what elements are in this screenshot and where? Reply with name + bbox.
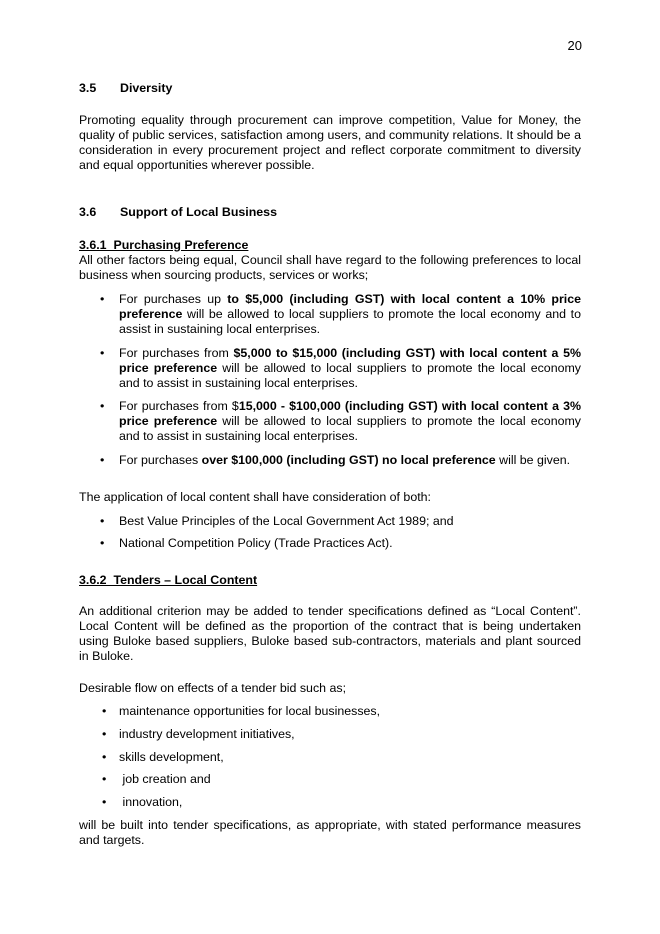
- bullet-icon: •: [100, 399, 105, 413]
- bullet-text: skills development,: [119, 750, 224, 764]
- list-item: [100, 536, 581, 551]
- bullet-icon: •: [100, 514, 105, 528]
- list-item: [100, 727, 581, 742]
- section-heading-3-6: [79, 205, 277, 219]
- subsection-heading-3-6-2: 3.6.2 Tenders – Local Content: [79, 573, 258, 587]
- diversity-paragraph: Promoting equality through procurement can improve competition, Value for Money, the quality of public services, satisfaction among users, and community relations. It should be a consideration in every procurement project and reflect corporate commitment to diversity and equal opportunities wherever possible.: [79, 113, 581, 172]
- bullet-icon: •: [102, 727, 107, 741]
- bullet-text: industry development initiatives,: [119, 727, 295, 741]
- list-item: [100, 514, 581, 529]
- list-item: [100, 292, 581, 337]
- bullet-text: innovation,: [119, 795, 183, 809]
- bullet-text: will be allowed to local suppliers to promote the local economy and to assist in sustaining local enterprises.: [119, 307, 581, 336]
- page-number: 20: [567, 38, 582, 53]
- bullet-icon: •: [100, 453, 105, 467]
- purchasing-preference-intro: All other factors being equal, Council shall have regard to the following preferences to local business when sourcing products, services or works;: [79, 253, 581, 282]
- bullet-bold-text: $5,000 to $15,000 (including GST) with local content a 5% price preference: [119, 346, 581, 375]
- bullet-icon: •: [100, 346, 105, 360]
- bullet-icon: •: [102, 750, 107, 764]
- bullet-icon: •: [100, 292, 105, 306]
- bullet-text: For purchases from: [119, 346, 234, 360]
- list-item: [100, 399, 581, 444]
- list-item: [100, 772, 581, 787]
- bullet-text: job creation and: [119, 772, 211, 786]
- list-item: [100, 795, 581, 810]
- section-heading-3-5: [79, 81, 172, 95]
- bullet-icon: •: [102, 795, 107, 809]
- bullet-text: will be given.: [495, 453, 571, 467]
- bullet-icon: •: [100, 536, 105, 550]
- flow-intro: Desirable flow on effects of a tender bid such as;: [79, 681, 347, 695]
- local-content-paragraph: An additional criterion may be added to tender specifications defined as “Local Content”. Local Content will be defined as the proportion of the contract that is being undertaken using Buloke based suppliers, Buloke based sub-contractors, materials and plant sourced in Buloke.: [79, 604, 581, 663]
- list-item: [100, 453, 581, 468]
- bullet-text: will be allowed to local suppliers to promote the local economy and to assist in sustaining local enterprises.: [119, 414, 581, 443]
- bullet-bold-text: to $5,000 (including GST) with local content a 10% price preference: [119, 292, 581, 321]
- section-number: 3.5: [79, 81, 97, 95]
- list-item: [100, 750, 581, 765]
- section-title: Diversity: [120, 81, 173, 95]
- bullet-text: will be allowed to local suppliers to promote the local economy and to assist in sustaining local enterprises.: [119, 361, 581, 390]
- subsection-heading-3-6-1: 3.6.1 Purchasing Preference: [79, 238, 249, 252]
- bullet-text: National Competition Policy (Trade Practices Act).: [119, 536, 393, 550]
- bullet-text: Best Value Principles of the Local Government Act 1989; and: [119, 514, 454, 528]
- bullet-bold-text: 15,000 - $100,000 (including GST) with local content a 3% price preference: [119, 399, 581, 428]
- bullet-icon: •: [102, 704, 107, 718]
- bullet-text: For purchases: [119, 453, 202, 467]
- bullet-text: maintenance opportunities for local businesses,: [119, 704, 381, 718]
- bullet-icon: •: [102, 772, 107, 786]
- list-item: [100, 704, 581, 719]
- section-number: 3.6: [79, 205, 97, 219]
- bullet-text: For purchases from $: [119, 399, 239, 413]
- list-item: [100, 346, 581, 391]
- closing-paragraph: will be built into tender specifications, as appropriate, with stated performance measures and targets.: [79, 818, 581, 847]
- application-intro: The application of local content shall have consideration of both:: [79, 490, 431, 504]
- bullet-bold-text: over $100,000 (including GST) no local preference: [201, 453, 496, 467]
- section-title: Support of Local Business: [120, 205, 277, 219]
- bullet-text: For purchases up: [119, 292, 228, 306]
